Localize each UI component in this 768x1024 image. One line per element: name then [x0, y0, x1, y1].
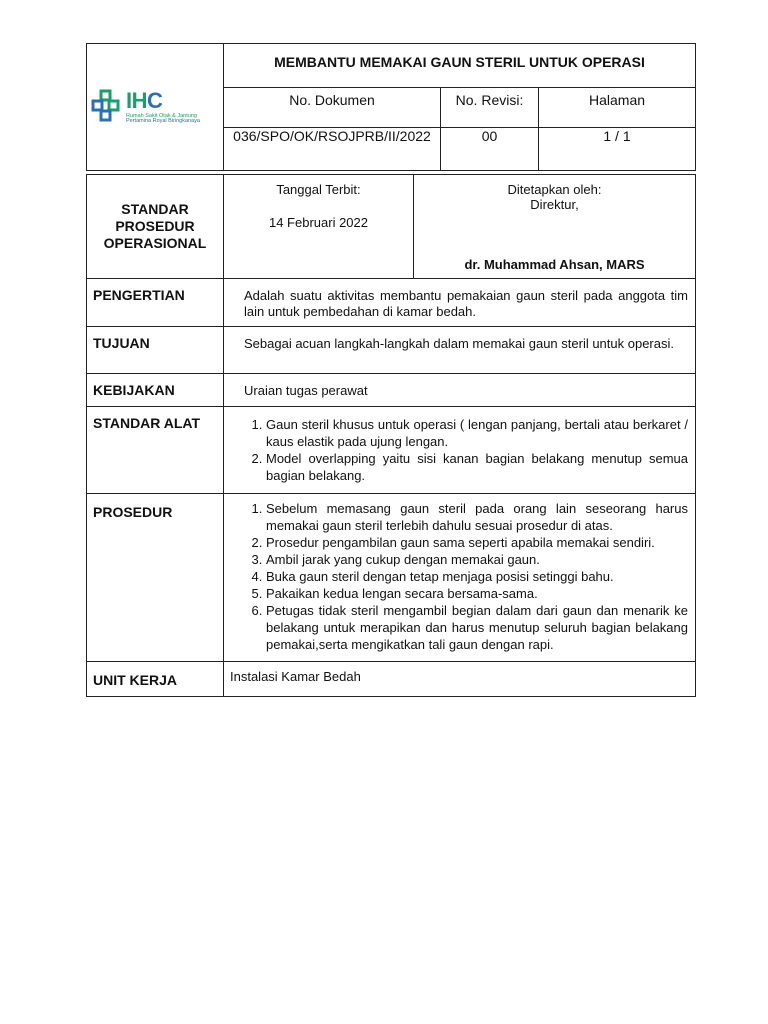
- logo-name: IHC: [126, 87, 163, 113]
- standar-alat-list: [240, 416, 688, 484]
- pengertian-label: PENGERTIAN: [87, 279, 224, 327]
- approved-role: Direktur,: [530, 197, 579, 212]
- page-label: Halaman: [539, 87, 696, 127]
- doc-no-label: No. Dokumen: [224, 87, 441, 127]
- doc-no-value: 036/SPO/OK/RSOJPRB/II/2022: [224, 128, 441, 171]
- spo-line3: OPERASIONAL: [103, 235, 207, 251]
- unit-kerja-text: Instalasi Kamar Bedah: [224, 662, 696, 697]
- approved-by-label: Ditetapkan oleh:: [507, 182, 602, 197]
- unit-kerja-label: UNIT KERJA: [87, 662, 224, 697]
- spo-document: [86, 43, 695, 697]
- logo-line2: Pertamina Royal Biringkanaya: [126, 118, 200, 124]
- revision-label: No. Revisi:: [441, 87, 539, 127]
- list-item: 1. Sebelum memasang gaun steril pada orang lain seseorang harus memakai gaun steril terlebih dahulu sesuai prosedur di atas.: [266, 500, 688, 534]
- prosedur-label: PROSEDUR: [87, 494, 224, 662]
- prosedur-cell: [224, 494, 696, 662]
- document-title: MEMBANTU MEMAKAI GAUN STERIL UNTUK OPERASI: [224, 44, 696, 88]
- issue-date-cell: [224, 175, 414, 279]
- cross-logo-icon: [91, 89, 123, 125]
- list-item: 6. Petugas tidak steril mengambil begian dalam dari gaun dan menarik ke belakang untuk merapikan dan harus menutup seluruh bagian belakang pemakai,serta mengikatkan tali gaun dengan rapi.: [266, 602, 688, 653]
- issue-date-label: Tanggal Terbit:: [276, 182, 361, 197]
- list-item: 3. Ambil jarak yang cukup dengan memakai gaun.: [266, 551, 688, 568]
- content-table: [86, 174, 696, 697]
- pengertian-text: Adalah suatu aktivitas membantu pemakaian gaun steril pada anggota tim lain untuk pembedahan di kamar bedah.: [224, 279, 696, 327]
- list-item: 2. Prosedur pengambilan gaun sama seperti apabila memakai sendiri.: [266, 534, 688, 551]
- tujuan-label: TUJUAN: [87, 327, 224, 374]
- logo-line1: Rumah Sakit Otak & Jantung: [126, 112, 197, 119]
- approved-name: dr. Muhammad Ahsan, MARS: [464, 257, 645, 272]
- spo-line2: PROSEDUR: [115, 218, 195, 234]
- standar-alat-cell: [224, 407, 696, 494]
- list-item: 2. Model overlapping yaitu sisi kanan bagian belakang menutup semua bagian belakang.: [266, 450, 688, 484]
- list-item: 5. Pakaikan kedua lengan secara bersama-sama.: [266, 585, 688, 602]
- standar-alat-label: STANDAR ALAT: [87, 407, 224, 494]
- spo-line1: STANDAR: [121, 201, 189, 217]
- prosedur-list: [240, 500, 688, 653]
- header-table: [86, 43, 696, 171]
- tujuan-text: Sebagai acuan langkah-langkah dalam memakai gaun steril untuk operasi.: [224, 327, 696, 374]
- kebijakan-text: Uraian tugas perawat: [224, 374, 696, 407]
- hospital-logo: [87, 89, 223, 125]
- page-value: 1 / 1: [539, 128, 696, 171]
- kebijakan-label: KEBIJAKAN: [87, 374, 224, 407]
- spo-label-cell: [87, 175, 224, 279]
- revision-value: 00: [441, 128, 539, 171]
- logo-cell: [87, 44, 224, 171]
- issue-date-value: 14 Februari 2022: [268, 215, 368, 230]
- list-item: 4. Buka gaun steril dengan tetap menjaga posisi setinggi bahu.: [266, 568, 688, 585]
- list-item: 1. Gaun steril khusus untuk operasi ( lengan panjang, bertali atau berkaret / kaus elastik pada ujung lengan.: [266, 416, 688, 450]
- approval-cell: [414, 175, 696, 279]
